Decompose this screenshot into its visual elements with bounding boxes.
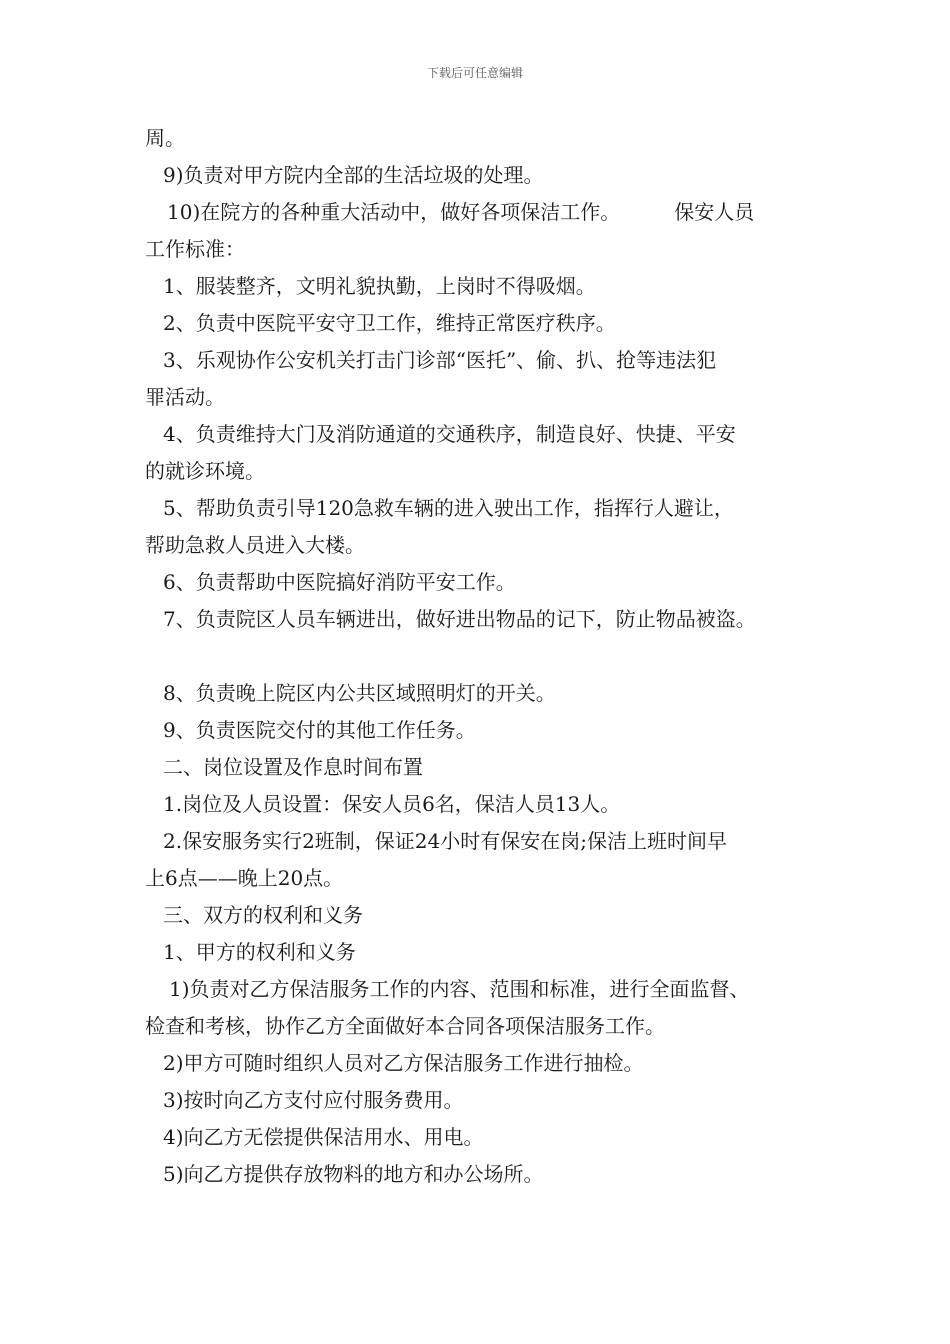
text-line: 9)负责对甲方院内全部的生活垃圾的处理。	[163, 163, 544, 187]
text-line: 1.岗位及人员设置：保安人员6名，保洁人员13人。	[163, 792, 621, 816]
text-line: 1、服装整齐，文明礼貌执勤，上岗时不得吸烟。	[163, 274, 596, 298]
text-line: 7、负责院区人员车辆进出，做好进出物品的记下，防止物品被盗。	[163, 607, 756, 631]
text-segment: 保安人员	[674, 200, 755, 224]
text-segment: 10)在院方的各种重大活动中，做好各项保洁工作。	[167, 200, 621, 224]
text-line: 4)向乙方无偿提供保洁用水、用电。	[163, 1125, 484, 1149]
text-line: 9、负责医院交付的其他工作任务。	[163, 718, 476, 742]
text-line: 4、负责维持大门及消防通道的交通秩序，制造良好、快捷、平安	[163, 422, 736, 446]
text-line: 1、甲方的权利和义务	[163, 940, 356, 964]
text-line: 二、岗位设置及作息时间布置	[163, 755, 423, 779]
header-note: 下载后可任意编辑	[426, 66, 523, 80]
text-line: 帮助急救人员进入大楼。	[145, 533, 365, 557]
text-line: 5、帮助负责引导120急救车辆的进入驶出工作，指挥行人避让，	[163, 496, 734, 520]
text-line: 2)甲方可随时组织人员对乙方保洁服务工作进行抽检。	[163, 1051, 644, 1075]
document-body	[145, 120, 825, 1193]
text-line: 1)负责对乙方保洁服务工作的内容、范围和标准，进行全面监督、	[169, 977, 750, 1001]
text-line: 3、乐观协作公安机关打击门诊部“医托”、偷、扒、抢等违法犯	[163, 348, 717, 372]
text-line: 三、双方的权利和义务	[163, 903, 363, 927]
text-line: 的就诊环境。	[145, 459, 265, 483]
text-line: 上6点——晚上20点。	[145, 866, 344, 890]
text-line	[145, 194, 825, 231]
text-line: 工作标准：	[145, 237, 245, 261]
text-line: 2、负责中医院平安守卫工作，维持正常医疗秩序。	[163, 311, 616, 335]
text-line: 8、负责晚上院区内公共区域照明灯的开关。	[163, 681, 556, 705]
text-line: 周。	[145, 126, 185, 150]
text-line: 6、负责帮助中医院搞好消防平安工作。	[163, 570, 516, 594]
text-line: 5)向乙方提供存放物料的地方和办公场所。	[163, 1162, 544, 1186]
text-line: 罪活动。	[145, 385, 225, 409]
blank-line	[145, 638, 825, 675]
text-line: 3)按时向乙方支付应付服务费用。	[163, 1088, 464, 1112]
text-line: 2.保安服务实行2班制，保证24小时有保安在岗;保洁上班时间早	[163, 829, 727, 853]
text-line: 检查和考核，协作乙方全面做好本合同各项保洁服务工作。	[145, 1014, 665, 1038]
